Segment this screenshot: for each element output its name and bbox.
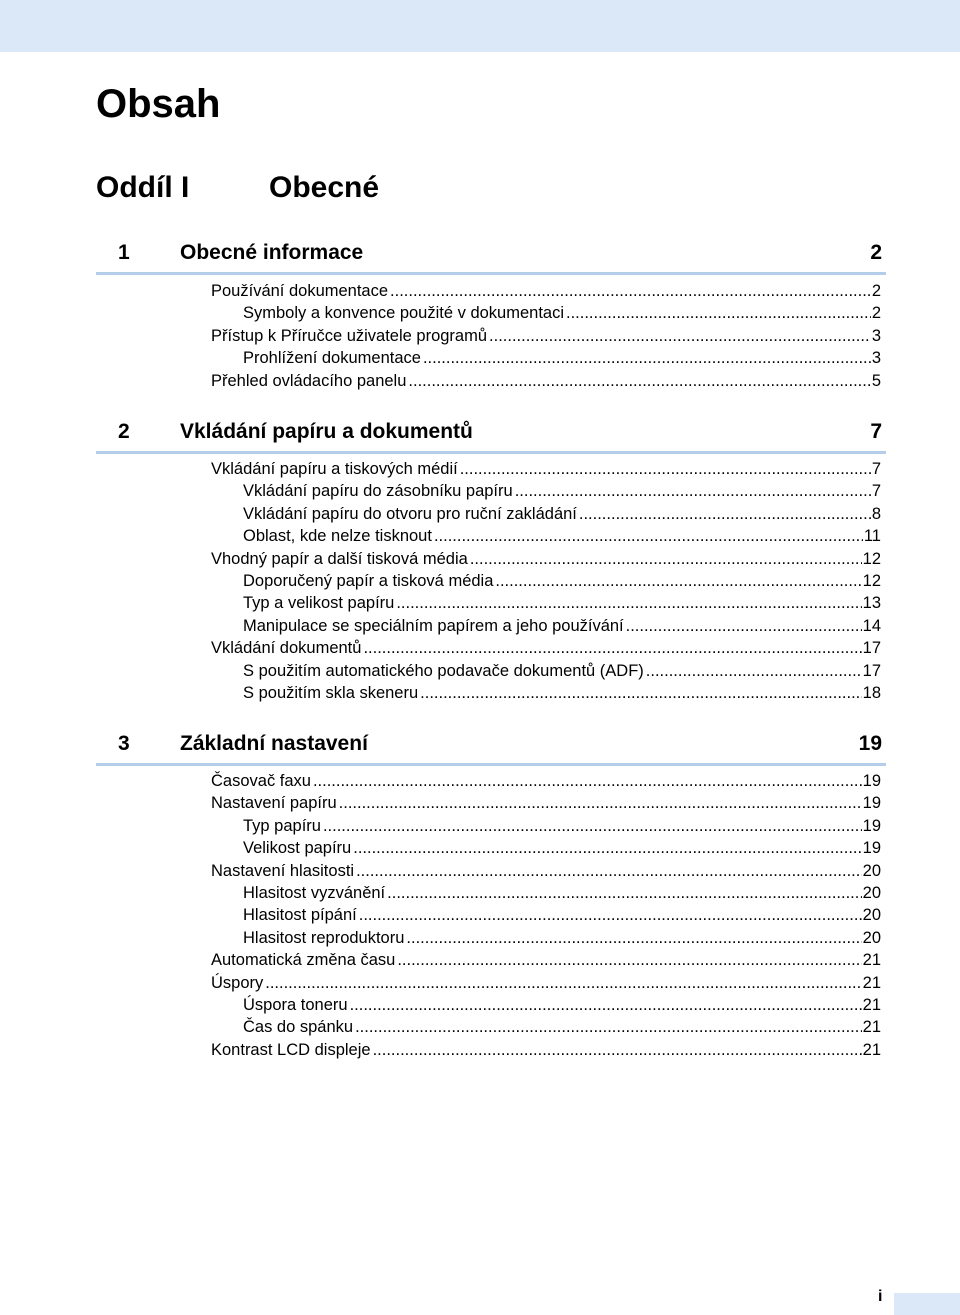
toc-entry[interactable] <box>211 637 881 659</box>
toc-entry-label: Prohlížení dokumentace <box>243 349 421 368</box>
toc-entry[interactable] <box>243 882 881 904</box>
dot-leader <box>406 927 861 949</box>
toc-entry-page: 21 <box>862 1018 881 1037</box>
dot-leader <box>495 570 861 592</box>
toc-entry-page: 3 <box>871 326 881 345</box>
dot-leader <box>323 815 862 837</box>
toc-entry[interactable] <box>243 815 881 837</box>
toc-entry[interactable] <box>243 615 881 637</box>
chapter-page: 2 <box>870 241 882 264</box>
toc-entry-page: 12 <box>862 549 881 568</box>
toc-entry[interactable] <box>211 1039 881 1061</box>
dot-leader <box>359 904 862 926</box>
toc-entry-label: Úspory <box>211 973 264 992</box>
dot-leader <box>356 860 862 882</box>
dot-leader <box>390 280 871 302</box>
toc-entry-label: S použitím skla skeneru <box>243 684 419 702</box>
toc-entry-page: 20 <box>862 861 881 880</box>
toc-entry-label: Manipulace se speciálním papírem a jeho používání <box>243 616 624 635</box>
toc-entry[interactable] <box>243 927 881 949</box>
toc-entry-page: 19 <box>862 816 881 835</box>
toc-entry[interactable] <box>211 972 881 994</box>
chapter-title: Obecné informace <box>180 241 364 264</box>
toc-entry-label: Velikost papíru <box>243 839 352 858</box>
dot-leader <box>396 592 861 614</box>
toc-entry[interactable] <box>243 480 881 502</box>
toc-entry[interactable] <box>243 994 881 1016</box>
page-title: Obsah <box>96 82 221 126</box>
toc-entry-page: 8 <box>871 504 881 523</box>
toc-entry-label: Doporučený papír a tisková média <box>243 572 494 590</box>
toc-entry-label: Časovač faxu <box>211 772 311 790</box>
chapter-page: 7 <box>870 420 882 443</box>
toc-entry-page: 21 <box>862 1040 881 1059</box>
toc-entry-label: Hlasitost reproduktoru <box>243 928 405 947</box>
toc-entry-page: 11 <box>863 527 881 546</box>
dot-leader <box>397 949 861 971</box>
toc-entry-label: Používání dokumentace <box>211 282 389 300</box>
toc-entry-label: Symboly a konvence použité v dokumentaci <box>243 304 565 323</box>
toc-entry-label: Vhodný papír a další tisková média <box>211 549 468 568</box>
toc-entry-label: Přehled ovládacího panelu <box>211 371 407 390</box>
toc-entry[interactable] <box>211 860 881 882</box>
footer-page-number: i <box>878 1288 883 1305</box>
toc-entry[interactable] <box>243 503 881 525</box>
chapter-title: Vkládání papíru a dokumentů <box>180 420 473 443</box>
dot-leader <box>626 615 862 637</box>
toc-entry-page: 17 <box>862 639 881 658</box>
toc-entry[interactable] <box>211 949 881 971</box>
dot-leader <box>646 660 862 682</box>
toc-entry[interactable] <box>243 904 881 926</box>
chapter-page: 19 <box>858 732 882 755</box>
toc-entry-label: Vkládání dokumentů <box>211 639 362 658</box>
toc-entry-label: Přístup k Příručce uživatele programů <box>211 326 488 345</box>
toc-entry-label: Čas do spánku <box>243 1018 354 1037</box>
toc-entry-label: Hlasitost vyzvánění <box>243 884 386 902</box>
dot-leader <box>423 347 871 369</box>
toc-entry-page: 20 <box>862 928 881 947</box>
toc-entry[interactable] <box>243 525 881 547</box>
toc-entry-page: 7 <box>871 482 881 501</box>
dot-leader <box>470 548 862 570</box>
toc-entry-page: 21 <box>862 951 881 970</box>
toc-entry-page: 17 <box>862 661 881 680</box>
dot-leader <box>489 325 871 347</box>
dot-leader <box>434 525 863 547</box>
toc-entry-page: 3 <box>871 349 881 368</box>
toc-entry-page: 5 <box>871 371 881 390</box>
toc-entry[interactable] <box>243 837 881 859</box>
dot-leader <box>350 994 862 1016</box>
chapter-number: 3 <box>118 732 130 755</box>
toc-entry[interactable] <box>243 682 881 704</box>
toc-entry-page: 21 <box>862 996 881 1014</box>
toc-entry-label: Úspora toneru <box>243 996 348 1014</box>
dot-leader <box>353 837 861 859</box>
toc-entry[interactable] <box>211 548 881 570</box>
dot-leader <box>265 972 861 994</box>
dot-leader <box>460 458 871 480</box>
chapter-number: 2 <box>118 420 130 443</box>
toc-entry-page: 18 <box>862 684 881 702</box>
chapter-heading[interactable] <box>96 417 886 454</box>
toc-entry[interactable] <box>243 302 881 324</box>
dot-leader <box>566 302 871 324</box>
dot-leader <box>420 682 861 704</box>
toc-entry-label: Vkládání papíru a tiskových médií <box>211 460 458 478</box>
footer-band <box>894 1293 960 1315</box>
toc-entry-label: Vkládání papíru do zásobníku papíru <box>243 482 513 501</box>
toc-entry-label: Automatická změna času <box>211 951 396 970</box>
dot-leader <box>579 503 871 525</box>
toc-entry-page: 7 <box>871 460 881 478</box>
toc-entry-label: Nastavení hlasitosti <box>211 861 355 880</box>
toc-entry-label: S použitím automatického podavače dokumentů (ADF) <box>243 661 644 680</box>
dot-leader <box>515 480 871 502</box>
dot-leader <box>373 1039 862 1061</box>
dot-leader <box>387 882 861 904</box>
toc-entry-page: 13 <box>862 594 881 613</box>
toc-entry-page: 2 <box>871 282 881 300</box>
toc-entry-label: Oblast, kde nelze tisknout <box>243 527 432 546</box>
toc-entry[interactable] <box>243 570 881 592</box>
toc-entry-page: 20 <box>862 884 881 902</box>
toc-entry-label: Typ a velikost papíru <box>243 594 395 613</box>
toc-entry[interactable] <box>243 660 881 682</box>
dot-leader <box>355 1016 862 1038</box>
toc-entry-page: 20 <box>862 906 881 925</box>
toc-entry[interactable] <box>211 770 881 792</box>
toc-entry-label: Nastavení papíru <box>211 794 337 813</box>
toc-entry-label: Vkládání papíru do otvoru pro ruční zakládání <box>243 504 577 523</box>
toc-entry-page: 2 <box>871 304 881 323</box>
toc-entry[interactable] <box>211 458 881 480</box>
toc-entry-page: 19 <box>862 794 881 813</box>
toc-entry[interactable] <box>243 592 881 614</box>
chapter-number: 1 <box>118 241 130 264</box>
toc-entry-page: 12 <box>862 572 881 590</box>
dot-leader <box>408 370 870 392</box>
toc-entry[interactable] <box>211 370 881 392</box>
toc-entry-page: 21 <box>862 973 881 992</box>
toc-entry-page: 19 <box>862 772 881 790</box>
dot-leader <box>313 770 862 792</box>
toc-entry-label: Kontrast LCD displeje <box>211 1040 371 1059</box>
toc-entry-page: 14 <box>862 616 881 635</box>
chapter-heading[interactable] <box>96 238 886 275</box>
toc-entry[interactable] <box>211 792 881 814</box>
dot-leader <box>363 637 861 659</box>
dot-leader <box>339 792 862 814</box>
toc-entry[interactable] <box>211 325 881 347</box>
chapter-heading[interactable] <box>96 729 886 766</box>
header-band <box>0 0 960 52</box>
toc-entry-page: 19 <box>862 839 881 858</box>
toc-entry[interactable] <box>211 280 881 302</box>
part-name: Obecné <box>269 171 380 204</box>
chapter-title: Základní nastavení <box>180 732 368 755</box>
toc-entry[interactable] <box>243 1016 881 1038</box>
toc-entry-label: Hlasitost pípání <box>243 906 357 925</box>
part-number: Oddíl I <box>96 171 190 204</box>
toc-entry[interactable] <box>243 347 881 369</box>
toc-entry-label: Typ papíru <box>243 816 321 835</box>
